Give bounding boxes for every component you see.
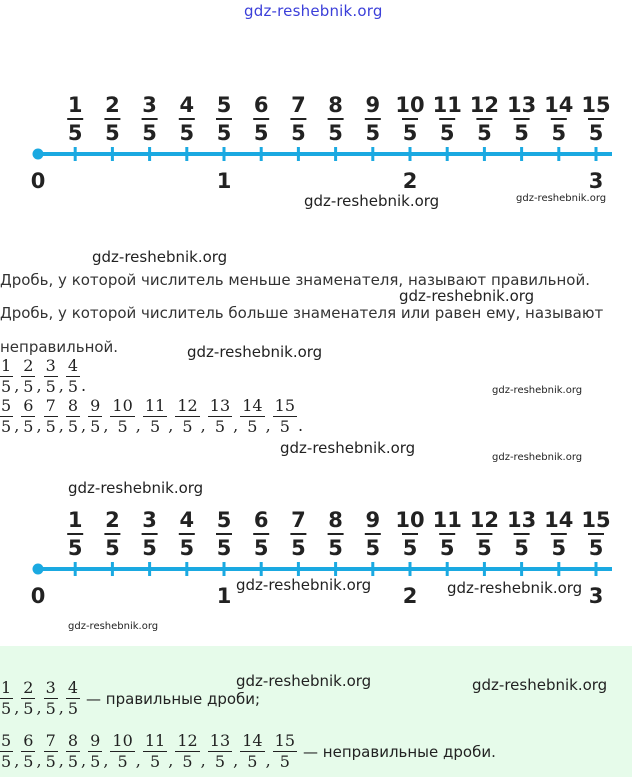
- fraction-numerator: 8: [67, 396, 79, 415]
- origin-dot: [33, 564, 44, 575]
- separator: ,: [168, 416, 174, 435]
- fraction-denominator: 5: [1, 417, 12, 436]
- fraction-numerator: 6: [253, 93, 269, 117]
- fraction: [0, 358, 12, 395]
- fraction-denominator: 5: [142, 536, 157, 560]
- separator: ,: [58, 416, 64, 435]
- fraction-labels: [67, 508, 610, 560]
- fraction-denominator: 5: [588, 121, 604, 145]
- fraction-denominator: 5: [240, 416, 264, 435]
- fraction-numerator: 12: [469, 508, 500, 532]
- separator: ,: [14, 698, 20, 717]
- watermark: gdz-reshebnik.org: [472, 676, 608, 694]
- fraction-denominator: 5: [67, 121, 83, 145]
- fraction-numerator: 10: [395, 93, 425, 117]
- fraction-denominator: 5: [175, 751, 199, 770]
- fraction: [22, 398, 34, 435]
- fraction: [274, 733, 296, 770]
- fraction-denominator: 5: [1, 377, 12, 396]
- fraction: [176, 733, 198, 770]
- separator: .: [81, 376, 87, 395]
- fraction-denominator: 5: [273, 416, 297, 435]
- fraction-denominator: 5: [179, 536, 195, 560]
- fraction-denominator: 5: [90, 417, 101, 436]
- fraction: [111, 733, 133, 770]
- fraction-denominator: 5: [105, 536, 120, 560]
- fraction-denominator: 5: [67, 536, 83, 560]
- fraction-numerator: 11: [432, 93, 462, 117]
- watermark: gdz-reshebnik.org: [92, 248, 228, 266]
- fraction-row-caption: — неправильные дроби.: [303, 742, 496, 761]
- fraction-denominator: 5: [291, 536, 306, 560]
- fraction-denominator: 5: [477, 121, 492, 145]
- watermark: gdz-reshebnik.org: [236, 576, 372, 594]
- fraction-denominator: 5: [45, 752, 56, 771]
- separator: ,: [103, 751, 109, 770]
- fraction-row-caption: — правильные дроби;: [86, 689, 261, 708]
- fraction: [45, 398, 57, 435]
- fraction: [89, 398, 101, 435]
- fraction-denominator: 5: [45, 699, 56, 718]
- watermark: gdz-reshebnik.org: [492, 385, 583, 396]
- fraction-denominator: 5: [208, 751, 232, 770]
- fraction-numerator: 12: [469, 93, 500, 117]
- separator: ,: [135, 751, 141, 770]
- fraction-numerator: 2: [105, 508, 120, 532]
- separator: ,: [103, 416, 109, 435]
- definition-proper: Дробь, у которой числитель меньше знаменателя, называют правильной.: [0, 271, 590, 289]
- fraction: [0, 680, 12, 717]
- fraction-denominator: 5: [328, 121, 343, 145]
- fraction-denominator: 5: [253, 121, 269, 145]
- separator: ,: [58, 751, 64, 770]
- fraction-numerator: 5: [1, 731, 12, 750]
- separator: ,: [14, 751, 20, 770]
- separator: ,: [265, 751, 271, 770]
- fraction: [209, 733, 231, 770]
- fraction-numerator: 9: [365, 508, 381, 532]
- fraction-denominator: 5: [1, 752, 12, 771]
- fraction-numerator: 7: [45, 396, 56, 415]
- fraction-numerator: 10: [112, 731, 133, 750]
- fraction: [144, 733, 166, 770]
- fraction-numerator: 6: [23, 731, 34, 750]
- fraction-numerator: 2: [23, 678, 34, 697]
- fraction: [0, 733, 12, 770]
- separator: ,: [14, 416, 20, 435]
- separator: ,: [135, 416, 141, 435]
- separator: .: [298, 416, 304, 435]
- fraction-numerator: 6: [253, 508, 269, 532]
- definition-improper-line2: неправильной.: [0, 338, 119, 356]
- fraction-numerator: 15: [274, 396, 296, 415]
- fraction-numerator: 1: [67, 93, 83, 117]
- separator: ,: [233, 751, 239, 770]
- fraction-denominator: 5: [143, 751, 167, 770]
- separator: ,: [58, 698, 64, 717]
- fraction-denominator: 5: [179, 121, 195, 145]
- fraction-denominator: 5: [175, 416, 199, 435]
- separator: ,: [36, 698, 42, 717]
- fraction-numerator: 14: [242, 731, 263, 750]
- fraction-denominator: 5: [67, 377, 79, 396]
- fraction-numerator: 1: [1, 356, 12, 375]
- fraction: [67, 733, 79, 770]
- separator: ,: [200, 751, 206, 770]
- watermark: gdz-reshebnik.org: [280, 439, 416, 457]
- integer-label: 0: [30, 169, 46, 193]
- watermark: gdz-reshebnik.org: [68, 479, 204, 497]
- watermark: gdz-reshebnik.org: [492, 452, 583, 463]
- fraction-numerator: 6: [23, 396, 34, 415]
- fraction-numerator: 3: [45, 356, 56, 375]
- fraction-denominator: 5: [105, 121, 120, 145]
- fraction-denominator: 5: [551, 536, 567, 560]
- fraction-numerator: 13: [209, 731, 231, 750]
- fraction-denominator: 5: [588, 536, 604, 560]
- fraction-denominator: 5: [551, 121, 567, 145]
- number-line-2: [0, 505, 632, 615]
- watermark-top[interactable]: gdz-reshebnik.org: [244, 2, 383, 20]
- fraction: [274, 398, 296, 435]
- fraction-denominator: 5: [90, 752, 101, 771]
- separator: ,: [81, 751, 87, 770]
- fraction-numerator: 3: [142, 508, 157, 532]
- fraction: [67, 358, 79, 395]
- fraction-numerator: 9: [365, 93, 381, 117]
- fraction-numerator: 8: [67, 731, 79, 750]
- fraction-denominator: 5: [365, 536, 381, 560]
- separator: ,: [168, 751, 174, 770]
- number-line-1: [0, 90, 632, 200]
- fraction-numerator: 1: [67, 508, 83, 532]
- fraction-denominator: 5: [45, 377, 56, 396]
- fraction-denominator: 5: [67, 417, 79, 436]
- fraction-numerator: 2: [23, 356, 34, 375]
- fraction-denominator: 5: [216, 121, 232, 145]
- fraction-numerator: 14: [544, 93, 574, 117]
- fraction-denominator: 5: [142, 121, 157, 145]
- fraction-numerator: 13: [506, 93, 537, 117]
- answer-improper-fractions: [0, 733, 496, 770]
- fraction-denominator: 5: [110, 751, 134, 770]
- fraction-labels: [67, 93, 610, 145]
- fraction-denominator: 5: [23, 699, 34, 718]
- separator: ,: [81, 416, 87, 435]
- fraction-numerator: 5: [1, 396, 12, 415]
- fraction-denominator: 5: [291, 121, 306, 145]
- fraction-numerator: 4: [67, 356, 79, 375]
- fraction-denominator: 5: [240, 751, 264, 770]
- fraction-numerator: 13: [209, 396, 231, 415]
- integer-labels: [31, 169, 604, 193]
- fraction: [241, 733, 263, 770]
- fraction-numerator: 7: [291, 93, 306, 117]
- fraction-denominator: 5: [273, 751, 297, 770]
- fraction-numerator: 9: [90, 731, 101, 750]
- fraction-denominator: 5: [23, 752, 34, 771]
- fraction: [67, 398, 79, 435]
- fraction-denominator: 5: [143, 416, 167, 435]
- watermark: gdz-reshebnik.org: [68, 621, 159, 632]
- fraction-denominator: 5: [328, 536, 343, 560]
- answer-proper-fractions: [0, 680, 260, 717]
- fraction-numerator: 4: [179, 508, 195, 532]
- separator: ,: [58, 376, 64, 395]
- integer-label: 3: [588, 169, 604, 193]
- integer-label: 1: [216, 169, 232, 193]
- fraction-numerator: 4: [179, 93, 195, 117]
- watermark: gdz-reshebnik.org: [447, 579, 583, 597]
- fraction: [45, 680, 57, 717]
- fraction-numerator: 15: [581, 93, 611, 117]
- fraction-denominator: 5: [253, 536, 269, 560]
- fraction-numerator: 14: [544, 508, 574, 532]
- fraction-denominator: 5: [216, 536, 232, 560]
- watermark: gdz-reshebnik.org: [187, 343, 323, 361]
- fraction-denominator: 5: [110, 416, 134, 435]
- fraction-numerator: 8: [328, 93, 343, 117]
- fraction: [111, 398, 133, 435]
- watermark: gdz-reshebnik.org: [236, 672, 372, 690]
- fraction-numerator: 12: [177, 731, 198, 750]
- fraction-numerator: 15: [274, 731, 296, 750]
- fraction-denominator: 5: [45, 417, 56, 436]
- fraction: [209, 398, 231, 435]
- fraction: [176, 398, 198, 435]
- fraction-numerator: 8: [328, 508, 343, 532]
- fraction-numerator: 10: [395, 508, 425, 532]
- fraction-numerator: 7: [291, 508, 306, 532]
- fraction: [241, 398, 263, 435]
- fraction-numerator: 9: [90, 396, 101, 415]
- fraction-denominator: 5: [402, 536, 418, 560]
- fraction: [22, 733, 34, 770]
- fraction-numerator: 4: [67, 678, 79, 697]
- integer-label: 2: [402, 584, 418, 608]
- watermark: gdz-reshebnik.org: [399, 287, 535, 305]
- fraction-denominator: 5: [67, 699, 79, 718]
- origin-dot: [33, 149, 44, 160]
- fraction-numerator: 14: [242, 396, 263, 415]
- fraction: [45, 358, 57, 395]
- fraction: [67, 680, 79, 717]
- definition-improper-line1: Дробь, у которой числитель больше знаменателя или равен ему, называют: [0, 304, 604, 322]
- fraction-numerator: 7: [45, 731, 56, 750]
- fraction-denominator: 5: [514, 536, 529, 560]
- fraction: [22, 358, 34, 395]
- separator: ,: [36, 416, 42, 435]
- fraction-numerator: 12: [177, 396, 198, 415]
- fraction-numerator: 11: [144, 731, 166, 750]
- fraction-numerator: 5: [216, 93, 232, 117]
- separator: ,: [14, 376, 20, 395]
- separator: ,: [36, 751, 42, 770]
- fraction: [22, 680, 34, 717]
- fraction-numerator: 3: [142, 93, 157, 117]
- fraction-denominator: 5: [67, 752, 79, 771]
- fraction-denominator: 5: [514, 121, 529, 145]
- separator: ,: [200, 416, 206, 435]
- fraction-denominator: 5: [23, 417, 34, 436]
- proper-fractions-list: [0, 358, 89, 395]
- fraction-numerator: 5: [216, 508, 232, 532]
- fraction-denominator: 5: [1, 699, 12, 718]
- integer-label: 1: [216, 584, 232, 608]
- fraction: [0, 398, 12, 435]
- watermark: gdz-reshebnik.org: [516, 193, 607, 204]
- fraction-denominator: 5: [365, 121, 381, 145]
- fraction-numerator: 13: [506, 508, 537, 532]
- watermark: gdz-reshebnik.org: [304, 192, 440, 210]
- integer-label: 2: [402, 169, 418, 193]
- fraction-numerator: 11: [432, 508, 462, 532]
- fraction-denominator: 5: [439, 536, 455, 560]
- fraction-denominator: 5: [402, 121, 418, 145]
- fraction-denominator: 5: [208, 416, 232, 435]
- integer-label: 3: [588, 584, 604, 608]
- fraction-numerator: 11: [144, 396, 166, 415]
- fraction-numerator: 3: [45, 678, 56, 697]
- fraction: [144, 398, 166, 435]
- separator: ,: [265, 416, 271, 435]
- fraction-denominator: 5: [477, 536, 492, 560]
- fraction-numerator: 1: [1, 678, 12, 697]
- integer-label: 0: [30, 584, 46, 608]
- fraction: [45, 733, 57, 770]
- separator: ,: [233, 416, 239, 435]
- fraction: [89, 733, 101, 770]
- separator: ,: [36, 376, 42, 395]
- fraction-numerator: 10: [112, 396, 133, 415]
- fraction-denominator: 5: [439, 121, 455, 145]
- fraction-numerator: 15: [581, 508, 611, 532]
- fraction-denominator: 5: [23, 377, 34, 396]
- fraction-numerator: 2: [105, 93, 120, 117]
- improper-fractions-list: [0, 398, 306, 435]
